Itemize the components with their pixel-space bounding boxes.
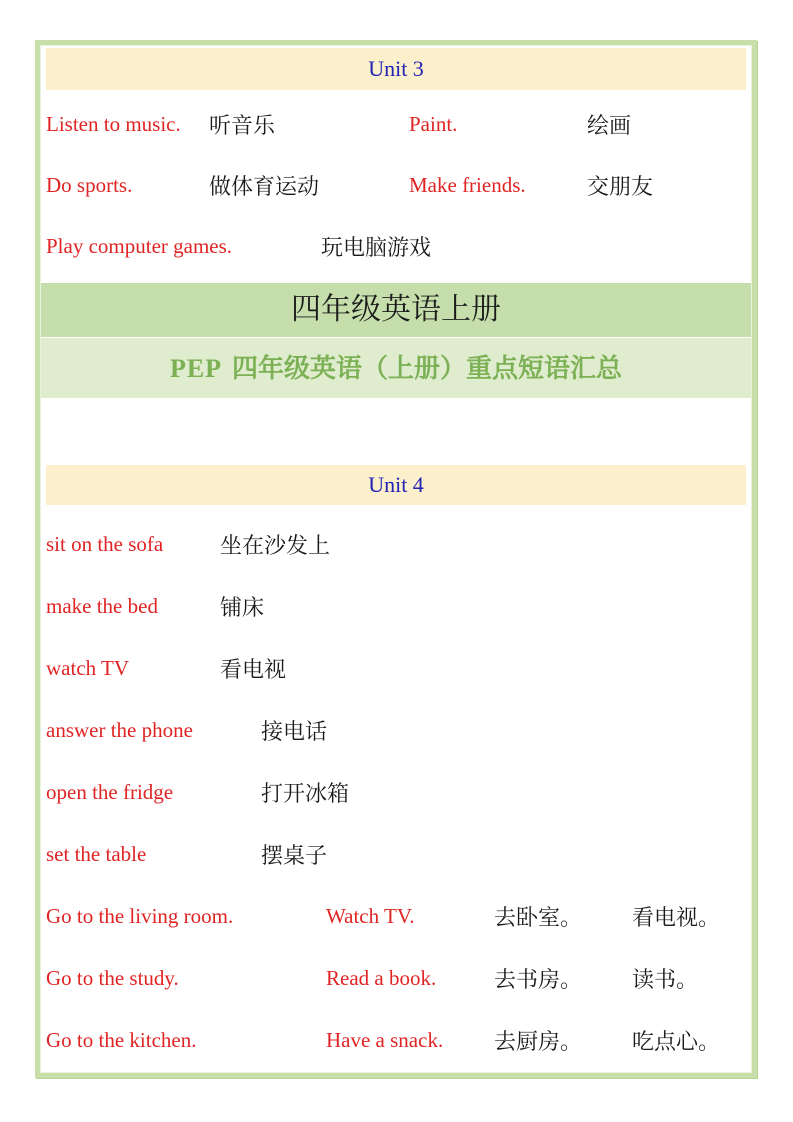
english-phrase: open the fridge (46, 779, 174, 804)
english-phrase: watch TV (46, 655, 130, 680)
unit4-banner (46, 465, 746, 505)
chinese-translation: 铺床 (220, 594, 265, 620)
phrase-row (46, 761, 746, 823)
phrase-row (46, 637, 746, 699)
english-phrase: sit on the sofa (46, 531, 164, 556)
blank-gap (40, 398, 752, 462)
english-phrase: answer the phone (46, 717, 193, 742)
unit3-section (40, 94, 752, 277)
english-sentence: Watch TV. (326, 903, 415, 928)
chinese-translation: 绘画 (587, 113, 632, 138)
english-phrase: Make friends. (409, 173, 526, 197)
phrase-row (46, 513, 746, 575)
worksheet-page (35, 40, 757, 1078)
english-phrase: Paint. (409, 112, 458, 136)
unit4-section (40, 513, 752, 1071)
chinese-translation: 看电视。 (632, 904, 721, 930)
summary-subtitle: 四年级英语（上册）重点短语汇总 (232, 353, 623, 383)
book-title: 四年级英语上册 (291, 293, 501, 326)
chinese-translation: 去书房。 (494, 966, 583, 992)
chinese-translation: 去厨房。 (494, 1028, 583, 1054)
phrase-row (46, 216, 746, 277)
chinese-translation: 看电视 (220, 656, 287, 682)
english-sentence: Go to the living room. (46, 903, 234, 928)
english-sentence: Have a snack. (326, 1027, 444, 1052)
chinese-translation: 打开冰箱 (261, 780, 350, 806)
english-sentence: Go to the kitchen. (46, 1027, 197, 1052)
phrase-row (46, 575, 746, 637)
chinese-translation: 读书。 (632, 966, 699, 992)
unit4-title: Unit 4 (368, 472, 424, 497)
english-phrase: Listen to music. (46, 112, 181, 136)
chinese-translation: 做体育运动 (209, 174, 320, 199)
english-phrase: Do sports. (46, 173, 133, 197)
phrase-row (46, 699, 746, 761)
english-phrase: make the bed (46, 593, 158, 618)
phrase-row (46, 155, 746, 216)
chinese-translation: 接电话 (261, 718, 328, 744)
english-sentence: Go to the study. (46, 965, 179, 990)
english-sentence: Read a book. (326, 965, 437, 990)
sentence-row (46, 1009, 746, 1071)
chinese-translation: 交朋友 (587, 174, 654, 199)
chinese-translation: 去卧室。 (494, 904, 583, 930)
book-title-banner (41, 283, 751, 337)
phrase-row (46, 823, 746, 885)
chinese-translation: 听音乐 (209, 113, 276, 138)
phrase-row (46, 94, 746, 155)
chinese-translation: 玩电脑游戏 (321, 235, 432, 260)
sentence-row (46, 885, 746, 947)
pep-label: PEP (169, 354, 223, 383)
unit3-title: Unit 3 (368, 56, 424, 81)
english-phrase: set the table (46, 841, 147, 866)
english-phrase: Play computer games. (46, 234, 233, 258)
sentence-row (46, 947, 746, 1009)
chinese-translation: 吃点心。 (632, 1028, 721, 1054)
chinese-translation: 坐在沙发上 (220, 532, 331, 558)
unit3-banner (46, 48, 746, 90)
summary-subtitle-banner (41, 338, 751, 398)
chinese-translation: 摆桌子 (261, 842, 328, 868)
